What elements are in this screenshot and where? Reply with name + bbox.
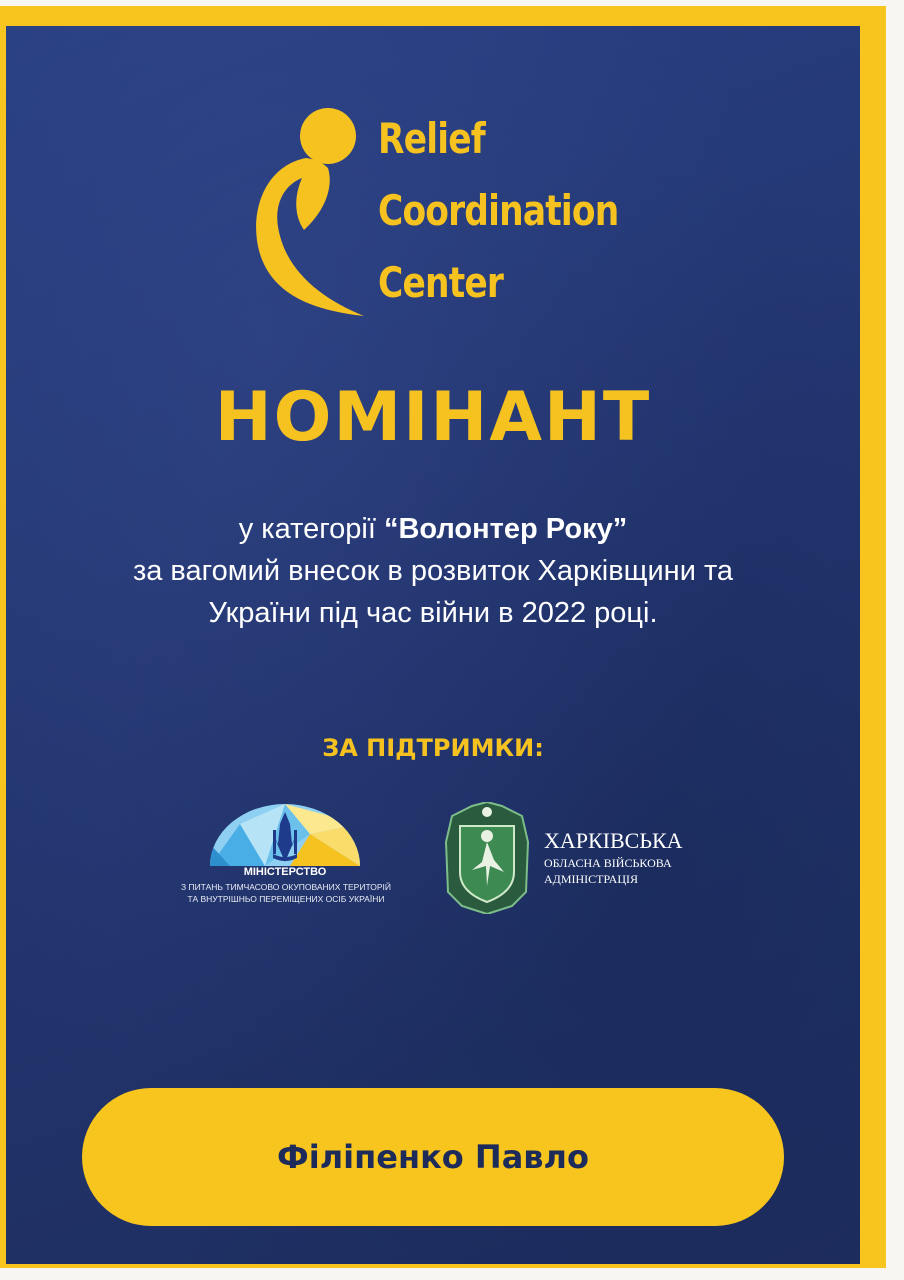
kharkiv-coat-of-arms-icon (442, 802, 532, 914)
description-line-3: України під час війни в 2022 році. (208, 597, 658, 629)
description-line-1 (26, 513, 840, 546)
region-name-line-1: ХАРКІВСЬКА (544, 828, 683, 853)
ministry-subtitle-1: З ПИТАНЬ ТИМЧАСОВО ОКУПОВАНИХ ТЕРИТОРІЙ (180, 882, 392, 892)
description-line-2: за вагомий внесок в розвиток Харківщини та (132, 555, 734, 587)
certificate-panel (6, 26, 860, 1264)
brand-name-line-3: Center (378, 258, 504, 307)
trident-arch-icon (210, 804, 360, 866)
ministry-subtitle-2: ТА ВНУТРІШНЬО ПЕРЕМІЩЕНИХ ОСІБ УКРАЇНИ (187, 894, 385, 904)
certificate-title: НОМІНАНТ (214, 378, 652, 457)
relief-heart-figure-icon (246, 104, 366, 318)
nominee-name: Філіпенко Павло (277, 1138, 589, 1176)
regional-administration-logo (442, 802, 702, 922)
brand-name-line-1: Relief (378, 114, 485, 163)
category-prefix: у категорії (238, 513, 384, 545)
support-heading: ЗА ПІДТРИМКИ: (322, 734, 544, 762)
certificate-frame (0, 6, 886, 1268)
ministry-logo (180, 804, 392, 914)
region-name-line-2: ОБЛАСНА ВІЙСЬКОВА (544, 856, 672, 870)
ministry-title: МІНІСТЕРСТВО (243, 866, 327, 878)
region-name-line-3: АДМІНІСТРАЦІЯ (544, 872, 638, 886)
category-name: “Волонтер Року” (383, 513, 628, 545)
nominee-name-banner (82, 1088, 784, 1226)
brand-name-line-2: Coordination (378, 186, 619, 235)
